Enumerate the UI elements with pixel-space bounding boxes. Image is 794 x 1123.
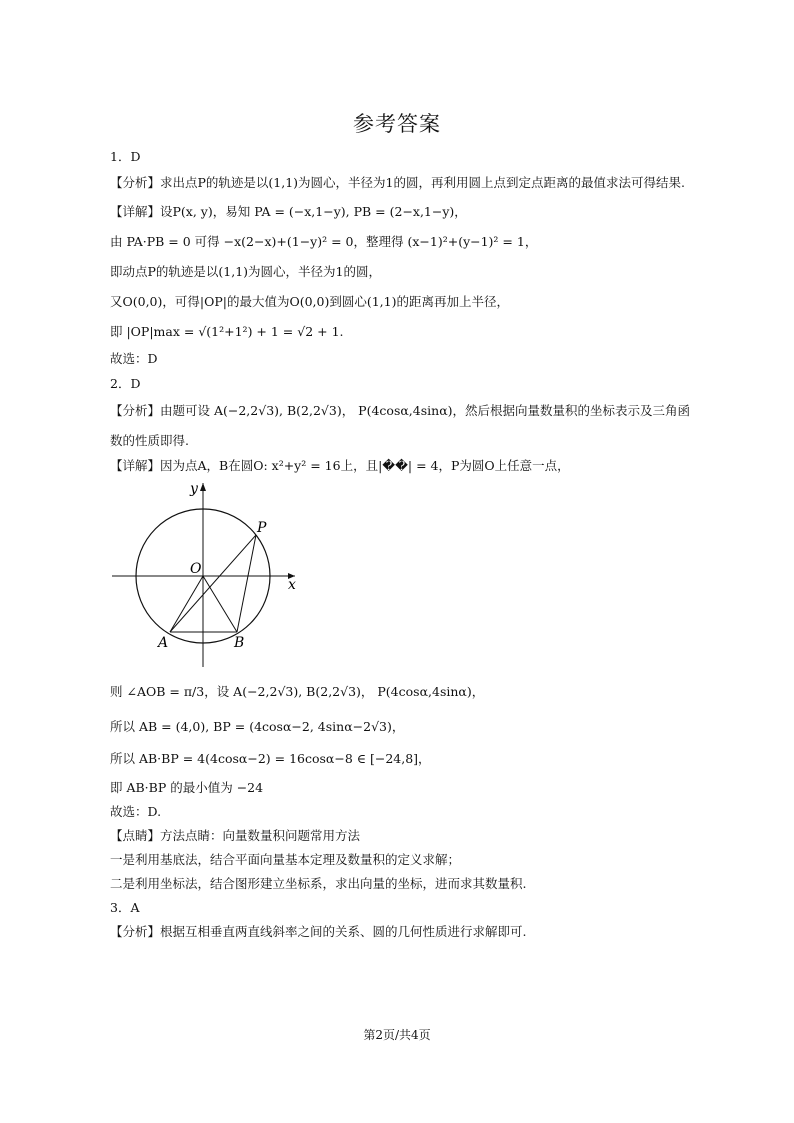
segment-oa xyxy=(170,576,203,632)
q1-detail-1: 【详解】设P(x, y)，易知 PA = (−x,1−y), PB = (2−x,1−y)， xyxy=(110,204,467,219)
q3-answer: 3．A xyxy=(110,900,140,915)
q1-detail-2: 由 PA·PB = 0 可得 −x(2−x)+(1−y)² = 0，整理得 (x−1)²+(y−1)² = 1， xyxy=(110,234,538,249)
q2-detail-2: 则 ∠AOB = π/3，设 A(−2,2√3), B(2,2√3)， P(4cosα,4sinα)， xyxy=(110,684,485,699)
label-p: P xyxy=(257,520,267,536)
q1-detail-3: 即动点P的轨迹是以(1,1)为圆心，半径为1的圆， xyxy=(110,264,381,279)
q1-detail-5: 即 |OP|max = √(1²+1²) + 1 = √2 + 1. xyxy=(110,324,344,339)
circle-diagram xyxy=(110,475,310,675)
label-o: O xyxy=(190,561,202,577)
page-footer: 第2页/共4页 xyxy=(363,1028,431,1042)
y-axis-arrow xyxy=(200,483,206,491)
segment-ap xyxy=(170,535,256,632)
q1-answer: 1．D xyxy=(110,149,141,164)
q2-tip-method-2: 二是利用坐标法，结合图形建立坐标系，求出向量的坐标，进而求其数量积. xyxy=(110,876,527,891)
q2-choice: 故选：D. xyxy=(110,804,162,819)
label-y: y xyxy=(190,481,198,497)
q2-tip: 【点睛】方法点睛：向量数量积问题常用方法 xyxy=(110,828,361,843)
q2-analysis: 【分析】由题可设 A(−2,2√3), B(2,2√3)， P(4cosα,4sinα)，然后根据向量数量积的坐标表示及三角函数的性质即得. xyxy=(110,403,691,448)
q2-detail-1: 【详解】因为点A，B在圆O: x²+y² = 16上，且|��| = 4，P为圆O上任意一点， xyxy=(110,458,570,473)
label-a: A xyxy=(158,635,169,651)
q2-detail-4: 所以 AB·BP = 4(4cosα−2) = 16cosα−8 ∈ [−24,8]， xyxy=(110,751,431,766)
q2-detail-5: 即 AB·BP 的最小值为 −24 xyxy=(110,780,264,795)
q1-choice: 故选：D xyxy=(110,351,158,366)
q1-analysis: 【分析】求出点P的轨迹是以(1,1)为圆心，半径为1的圆，再利用圆上点到定点距离的最值求法可得结果. xyxy=(110,175,685,190)
page-title: 参考答案 xyxy=(353,112,441,136)
q3-analysis: 【分析】根据互相垂直两直线斜率之间的关系、圆的几何性质进行求解即可. xyxy=(110,924,527,939)
label-b: B xyxy=(234,635,245,651)
segment-ob xyxy=(203,576,237,632)
label-x: x xyxy=(288,577,296,593)
segment-bp xyxy=(237,535,256,632)
q2-detail-3: 所以 AB = (4,0), BP = (4cosα−2, 4sinα−2√3)， xyxy=(110,719,405,734)
q2-answer: 2．D xyxy=(110,376,141,391)
q1-detail-4: 又O(0,0)，可得|OP|的最大值为O(0,0)到圆心(1,1)的距离再加上半径， xyxy=(110,294,509,309)
q2-tip-method-1: 一是利用基底法，结合平面向量基本定理及数量积的定义求解； xyxy=(110,852,461,867)
